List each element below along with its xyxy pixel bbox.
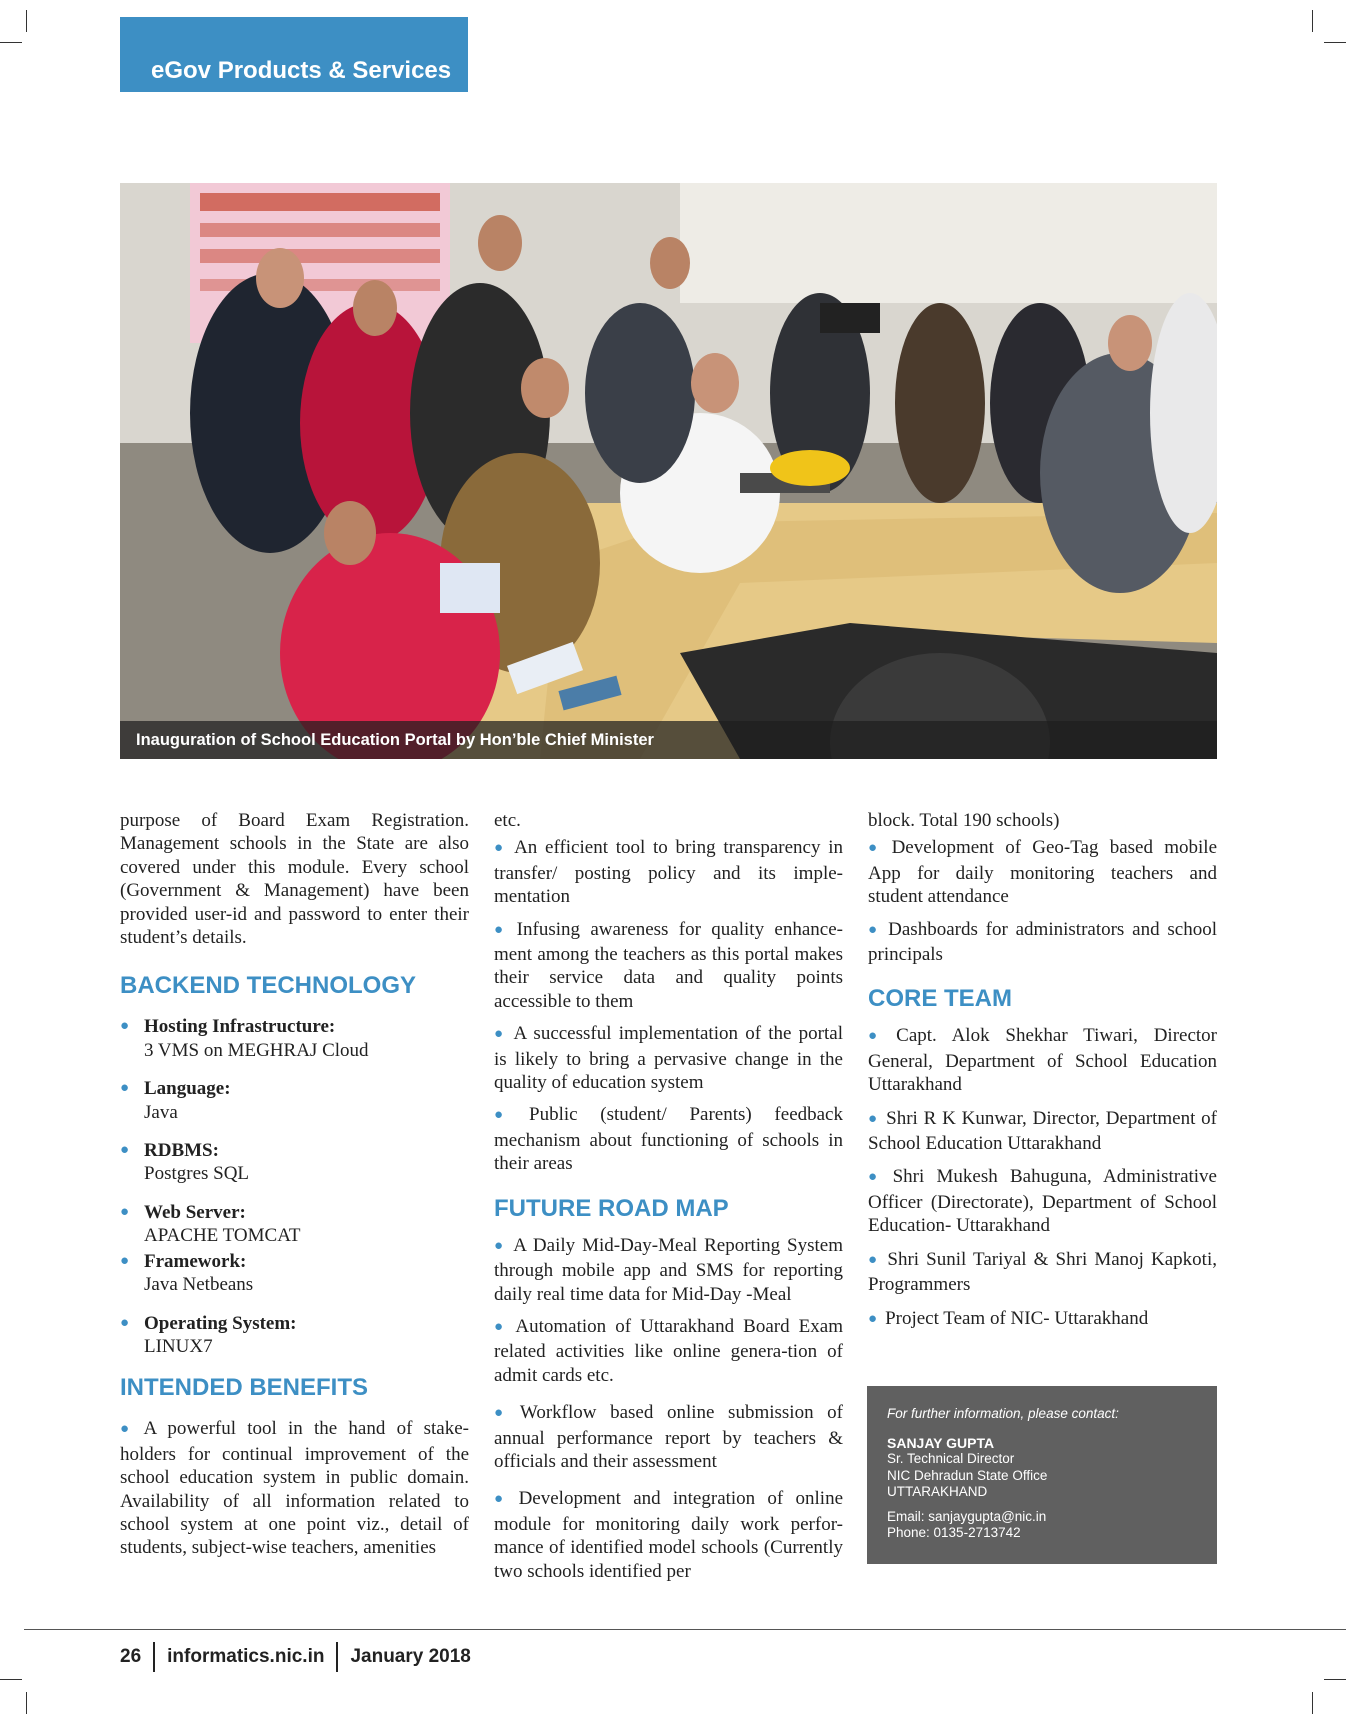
roadmap-text: Automation of Uttarakhand Board Exam related activities like online genera-tion of admit cards etc. bbox=[494, 1315, 843, 1386]
roadmap-item bbox=[494, 1234, 843, 1306]
tech-value: Java bbox=[144, 1101, 178, 1123]
future-road-map-heading: FUTURE ROAD MAP bbox=[494, 1194, 729, 1222]
benefit-item bbox=[494, 1022, 843, 1094]
photo-caption: Inauguration of School Education Portal by Hon’ble Chief Minister bbox=[120, 721, 1217, 759]
tech-label: Operating System: bbox=[144, 1312, 297, 1334]
bullet-icon: ● bbox=[120, 1314, 130, 1331]
tech-value: APACHE TOMCAT bbox=[144, 1225, 301, 1247]
tech-label: Web Server: bbox=[144, 1201, 246, 1223]
contact-box bbox=[867, 1386, 1217, 1564]
roadmap-text: Development of Geo-Tag based mobile App for daily monitoring teachers and student attendance bbox=[868, 837, 1217, 908]
tech-value: Java Netbeans bbox=[144, 1274, 254, 1296]
roadmap-item bbox=[494, 1315, 843, 1387]
benefit-item bbox=[120, 1417, 469, 1559]
team-member bbox=[868, 1307, 1217, 1332]
column-3 bbox=[868, 809, 1217, 1332]
roadmap-text: A Daily Mid-Day-Meal Reporting System through mobile app and SMS for reporting daily real time data for Mid-Day -Meal bbox=[494, 1234, 843, 1305]
continuation-text: etc. bbox=[494, 810, 521, 831]
contact-email[interactable]: Email: sanjaygupta@nic.in bbox=[887, 1508, 1047, 1524]
contact-state: UTTARAKHAND bbox=[887, 1484, 988, 1499]
tech-item bbox=[120, 1250, 469, 1297]
section-label: eGov Products & Services bbox=[120, 17, 468, 92]
crop-mark bbox=[1324, 1679, 1346, 1680]
contact-name: SANJAY GUPTA bbox=[887, 1434, 995, 1451]
roadmap-text: Workflow based online submission of annual performance report by teachers & officials and their assessment bbox=[494, 1402, 843, 1472]
spacer bbox=[887, 1501, 1217, 1509]
core-team-heading: CORE TEAM bbox=[868, 985, 1012, 1013]
team-member-text: Shri Mukesh Bahuguna, Administrative Officer (Directorate), Department of School Education- Uttarakhand bbox=[868, 1166, 1217, 1237]
roadmap-item bbox=[868, 836, 1217, 908]
team-member bbox=[868, 1107, 1217, 1156]
bullet-icon: ● bbox=[494, 1107, 522, 1124]
team-member-text: Project Team of NIC- Uttarakhand bbox=[885, 1307, 1149, 1329]
benefit-item bbox=[494, 918, 843, 1014]
tech-item bbox=[120, 1312, 469, 1359]
benefit-item bbox=[494, 1103, 843, 1175]
bullet-icon: ● bbox=[120, 1203, 130, 1220]
bullet-icon: ● bbox=[120, 1252, 130, 1269]
crop-mark bbox=[26, 10, 27, 32]
footer-site-link[interactable]: informatics.nic.in bbox=[167, 1646, 325, 1667]
bullet-icon: ● bbox=[868, 1251, 880, 1268]
column-1 bbox=[120, 809, 469, 1560]
contact-phone: Phone: 0135-2713742 bbox=[887, 1525, 1021, 1540]
team-member-text: Capt. Alok Shekhar Tiwari, Director General, Department of School Education Uttarakhand bbox=[868, 1025, 1218, 1096]
bullet-icon: ● bbox=[494, 840, 507, 857]
tech-value: 3 VMS on MEGHRAJ Cloud bbox=[144, 1039, 369, 1061]
team-member-text: Shri R K Kunwar, Director, Department of School Education Uttarakhand bbox=[868, 1107, 1218, 1155]
intended-benefits-heading: INTENDED BENEFITS bbox=[120, 1374, 369, 1402]
team-member-text: Shri Sunil Tariyal & Shri Manoj Kapkoti, Programmers bbox=[868, 1248, 1217, 1296]
tech-label: RDBMS: bbox=[144, 1140, 219, 1162]
bullet-icon: ● bbox=[494, 1026, 506, 1043]
tech-label: Language: bbox=[144, 1078, 231, 1100]
bullet-icon: ● bbox=[494, 1318, 508, 1335]
bullet-icon: ● bbox=[868, 1310, 878, 1327]
contact-designation: Sr. Technical Director bbox=[887, 1451, 1015, 1466]
bullet-icon: ● bbox=[120, 1142, 130, 1159]
contact-intro: For further information, please contact: bbox=[887, 1406, 1119, 1421]
crop-mark bbox=[0, 42, 22, 43]
bullet-icon: ● bbox=[120, 1421, 136, 1438]
column-2 bbox=[494, 809, 843, 1583]
intro-paragraph: purpose of Board Exam Registration. Management schools in the State are also covered under this module. Every school (Government & Management) have been provided user-id and password to enter their student’s details. bbox=[120, 810, 469, 949]
benefit-text: Public (student/ Parents) feedback mechanism about functioning of schools in their areas bbox=[494, 1104, 843, 1175]
benefit-text: A successful implementation of the portal is likely to bring a pervasive change in the quality of education system bbox=[494, 1023, 843, 1094]
tech-item bbox=[120, 1015, 469, 1062]
bullet-icon: ● bbox=[868, 840, 884, 857]
benefit-text: A powerful tool in the hand of stake-holders for continual improvement of the school education system in public domain. Availability of all information related to school system at one point viz., detail of students, subject-wise teachers, amenities bbox=[120, 1418, 469, 1559]
team-member bbox=[868, 1165, 1217, 1237]
bullet-icon: ● bbox=[120, 1018, 130, 1035]
roadmap-item bbox=[494, 1401, 843, 1473]
page-number: 26 bbox=[120, 1646, 142, 1667]
bullet-icon: ● bbox=[868, 1169, 885, 1186]
bullet-icon: ● bbox=[868, 1028, 889, 1045]
roadmap-item bbox=[868, 918, 1217, 967]
tech-label: Framework: bbox=[144, 1250, 247, 1272]
crop-mark bbox=[1324, 42, 1346, 43]
event-photo bbox=[120, 183, 1217, 759]
backend-technology-heading: BACKEND TECHNOLOGY bbox=[120, 972, 417, 1000]
crop-mark bbox=[0, 1679, 22, 1680]
bullet-icon: ● bbox=[494, 921, 509, 938]
roadmap-item bbox=[494, 1487, 843, 1583]
photo-illustration bbox=[120, 183, 1217, 759]
tech-item bbox=[120, 1077, 469, 1124]
footer-issue: January 2018 bbox=[350, 1646, 471, 1667]
footer-separator bbox=[153, 1642, 155, 1672]
roadmap-text: Development and integration of online module for monitoring daily work perfor-mance of identified model schools (Currently two schools identified per bbox=[494, 1488, 844, 1582]
tech-value: LINUX7 bbox=[144, 1335, 213, 1357]
crop-mark bbox=[1312, 10, 1313, 32]
tech-value: Postgres SQL bbox=[144, 1163, 250, 1185]
footer-separator bbox=[336, 1642, 338, 1672]
team-member bbox=[868, 1024, 1217, 1096]
benefit-text: Infusing awareness for quality enhance-ment among the teachers as this portal makes their service data and quality points accessible to them bbox=[494, 918, 843, 1012]
tech-item bbox=[120, 1201, 469, 1248]
tech-label: Hosting Infrastructure: bbox=[144, 1016, 336, 1038]
tech-item bbox=[120, 1139, 469, 1186]
crop-mark bbox=[1312, 1692, 1313, 1714]
benefit-item bbox=[494, 836, 843, 908]
bullet-icon: ● bbox=[120, 1080, 130, 1097]
page-footer bbox=[120, 1640, 471, 1674]
footer-divider bbox=[24, 1629, 1346, 1630]
bullet-icon: ● bbox=[494, 1405, 512, 1422]
crop-mark bbox=[26, 1692, 27, 1714]
bullet-icon: ● bbox=[494, 1491, 511, 1508]
bullet-icon: ● bbox=[868, 921, 881, 938]
continuation-text: block. Total 190 schools) bbox=[868, 810, 1060, 831]
roadmap-text: Dashboards for administrators and school principals bbox=[868, 918, 1218, 966]
team-member bbox=[868, 1248, 1217, 1297]
bullet-icon: ● bbox=[494, 1237, 506, 1254]
benefit-text: An efficient tool to bring transparency in transfer/ posting policy and its imple-mentation bbox=[494, 837, 843, 908]
contact-office: NIC Dehradun State Office bbox=[887, 1467, 1048, 1483]
bullet-icon: ● bbox=[868, 1110, 879, 1127]
